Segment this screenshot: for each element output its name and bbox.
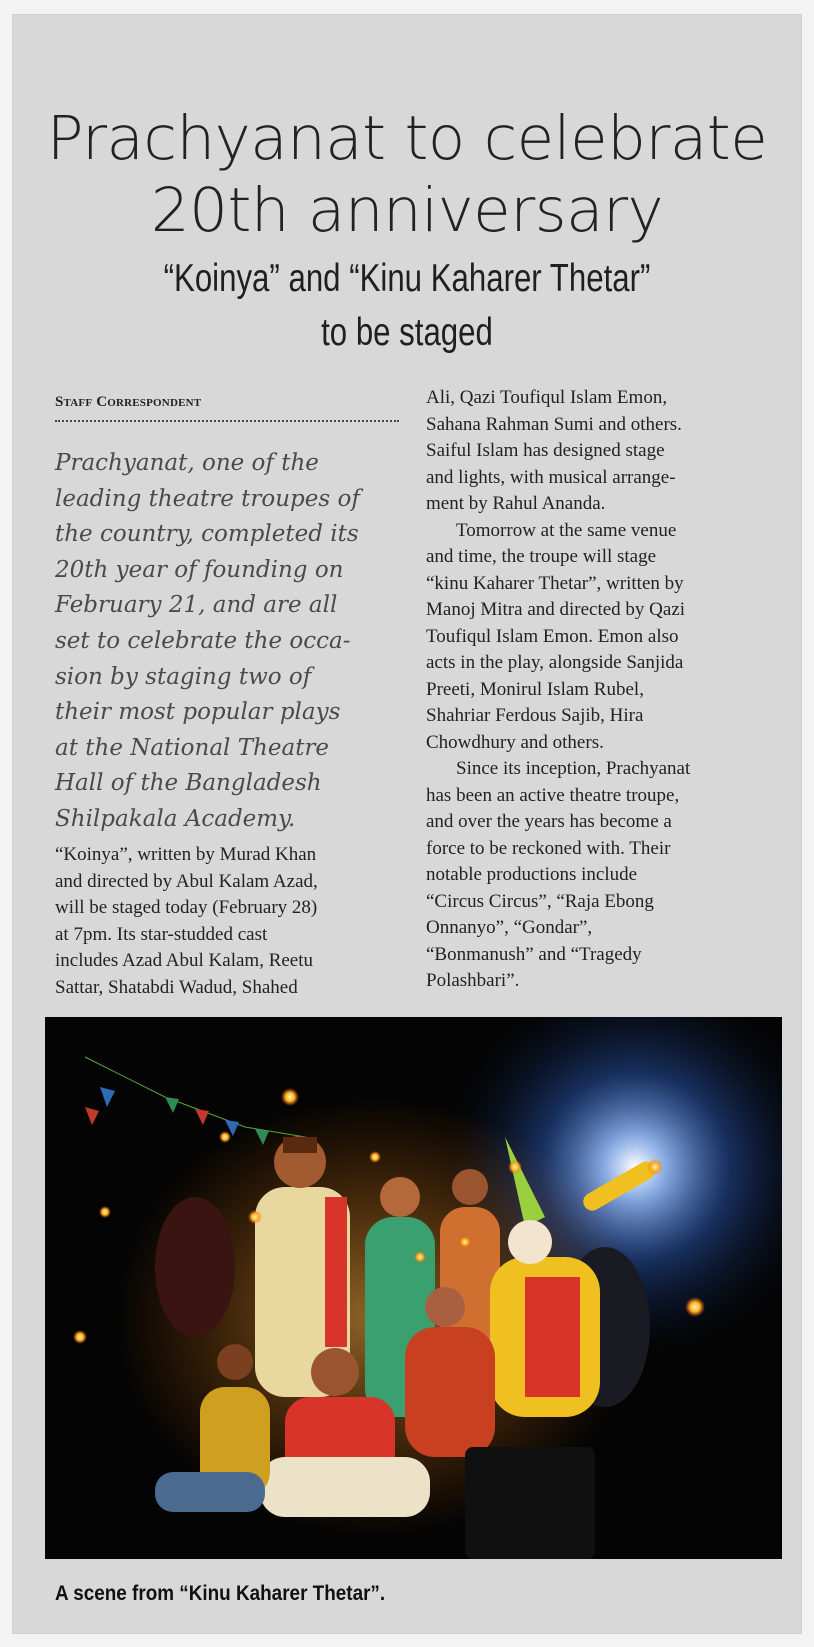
body-line: at 7pm. Its star-studded cast xyxy=(55,923,268,945)
photo-caption: A scene from “Kinu Kaharer Thetar”. xyxy=(55,1582,386,1605)
body-line: includes Azad Abul Kalam, Reetu xyxy=(55,950,314,971)
body-column-left xyxy=(55,842,400,1001)
body-line: “Koinya”, written by Murad Khan xyxy=(55,844,317,865)
body-line: Saiful Islam has designed stage xyxy=(426,440,665,461)
newspaper-clipping xyxy=(12,14,802,1634)
lede-line: sion by staging two of xyxy=(55,663,312,690)
body-line: and over the years has become a xyxy=(426,811,672,832)
body-line: Chowdhury and others. xyxy=(426,731,604,753)
lede-line: 20th year of founding on xyxy=(55,556,344,583)
body-line: “Bonmanush” and “Tragedy xyxy=(426,943,642,965)
body-line: force to be reckoned with. Their xyxy=(426,837,671,859)
body-line: Polashbari”. xyxy=(426,970,520,991)
lede-line: the country, completed its xyxy=(55,521,359,548)
subheadline xyxy=(91,252,723,360)
body-line: acts in the play, alongside Sanjida xyxy=(426,652,684,673)
body-line: Tomorrow at the same venue xyxy=(456,519,677,541)
body-line: Sattar, Shatabdi Wadud, Shahed xyxy=(55,976,298,998)
byline: Staff Correspondent xyxy=(55,394,202,410)
body-line: “kinu Kaharer Thetar”, written by xyxy=(426,572,684,594)
body-line: Since its inception, Prachyanat xyxy=(456,758,691,779)
body-column-right xyxy=(426,385,796,995)
body-line: ment by Rahul Ananda. xyxy=(426,493,606,514)
lede-line: their most popular plays xyxy=(55,699,341,726)
lede-line: set to celebrate the occa- xyxy=(55,627,351,654)
body-line: “Circus Circus”, “Raja Ebong xyxy=(426,890,654,912)
body-line: Toufiqul Islam Emon. Emon also xyxy=(426,625,679,647)
body-line: Ali, Qazi Toufiqul Islam Emon, xyxy=(426,387,668,408)
stage-scene-illustration xyxy=(45,1017,782,1559)
stage-scene-photo xyxy=(45,1017,782,1559)
body-line: and lights, with musical arrange- xyxy=(426,466,676,488)
body-line: Manoj Mitra and directed by Qazi xyxy=(426,599,686,620)
lede-line: Hall of the Bangladesh xyxy=(55,770,322,797)
body-line: Shahriar Ferdous Sajib, Hira xyxy=(426,705,644,726)
lede-paragraph xyxy=(55,446,400,838)
lede-line: Shilpakala Academy. xyxy=(55,805,296,832)
body-line: Preeti, Monirul Islam Rubel, xyxy=(426,678,644,700)
body-line: and directed by Abul Kalam Azad, xyxy=(55,870,318,892)
body-line: has been an active theatre troupe, xyxy=(426,784,680,806)
lede-line: Prachyanat, one of the xyxy=(55,450,319,476)
body-line: Sahana Rahman Sumi and others. xyxy=(426,413,682,435)
headline xyxy=(12,103,802,247)
headline-line-2: 20th anniversary xyxy=(150,174,664,246)
headline-line-1: Prachyanat to celebrate xyxy=(46,102,768,174)
body-line: Onnanyo”, “Gondar”, xyxy=(426,917,593,938)
lede-line: leading theatre troupes of xyxy=(55,485,360,512)
subheadline-line-1: “Koinya” and “Kinu Kaharer Thetar” xyxy=(163,257,651,300)
body-line: and time, the troupe will stage xyxy=(426,546,657,567)
lede-line: February 21, and are all xyxy=(55,592,338,619)
body-line: will be staged today (February 28) xyxy=(55,897,318,918)
dotted-divider xyxy=(55,420,399,422)
body-line: notable productions include xyxy=(426,864,638,885)
subheadline-line-2: to be staged xyxy=(321,311,493,354)
lede-line: at the National Theatre xyxy=(55,734,330,761)
